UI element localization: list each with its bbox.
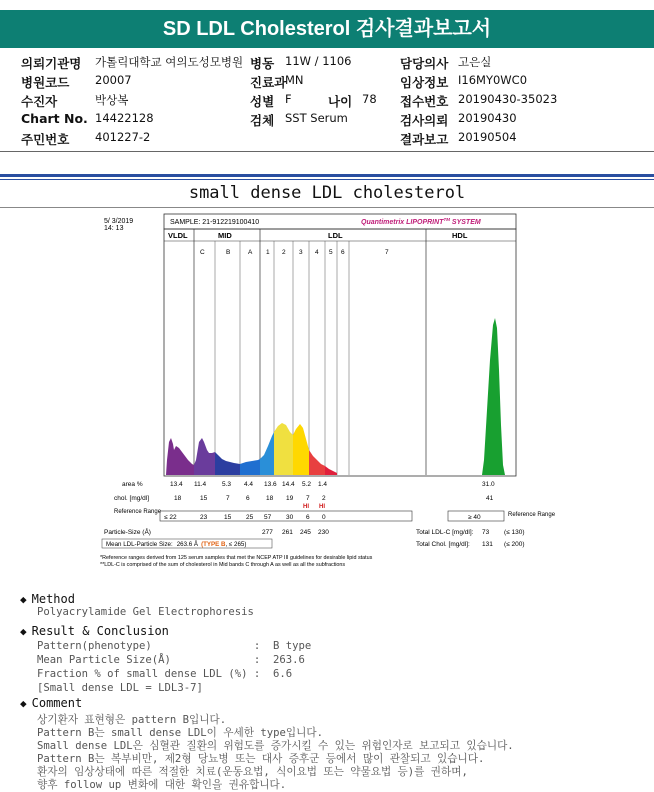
svg-text:7: 7 bbox=[385, 249, 389, 256]
print-date: 5/ 3/2019 bbox=[104, 218, 134, 225]
svg-text:6: 6 bbox=[246, 495, 250, 502]
report-date-label: 결과보고 bbox=[400, 132, 449, 147]
hospital-label: 의뢰기관명 bbox=[21, 56, 82, 71]
comment-line: Pattern B는 small dense LDL이 우세한 type입니다. bbox=[37, 727, 323, 739]
footnote-1: *Reference ranges derived from 125 serum samples that met the NCEP ATP III guidelines for desirable lipid status bbox=[100, 555, 373, 561]
svg-text:(≤ 130): (≤ 130) bbox=[504, 529, 525, 536]
footnote-2: **LDL-C is comprised of the sum of cholesterol in Mid bands C through A as well as all the subfractions bbox=[100, 562, 346, 568]
group-ldl: LDL bbox=[328, 231, 343, 240]
clinical-value: I16MY0WC0 bbox=[458, 73, 528, 87]
total-ldl bbox=[416, 529, 525, 536]
svg-text:Total Chol. [mg/dl]:: Total Chol. [mg/dl]: bbox=[416, 541, 470, 548]
svg-text:131: 131 bbox=[482, 541, 493, 548]
id-label: 주민번호 bbox=[21, 132, 70, 147]
specimen-label: 검체 bbox=[250, 113, 275, 128]
ref-range-label: Reference Range bbox=[114, 509, 162, 515]
peak-ldl-1 bbox=[274, 423, 293, 475]
svg-text:Total LDL-C [mg/dl]:: Total LDL-C [mg/dl]: bbox=[416, 529, 474, 536]
sample-id: SAMPLE: 21-912219100410 bbox=[170, 219, 260, 226]
svg-text:13.4: 13.4 bbox=[170, 481, 183, 488]
svg-text:11.4: 11.4 bbox=[194, 481, 207, 488]
clinical-label: 임상정보 bbox=[400, 75, 449, 90]
result-line: Fraction % of small dense LDL (%) : 6.6 bbox=[37, 668, 293, 680]
diamond-icon: ◆ bbox=[20, 593, 27, 606]
electropherogram bbox=[166, 318, 505, 475]
svg-text:5.2: 5.2 bbox=[302, 481, 312, 488]
age-value: 78 bbox=[362, 92, 377, 106]
peak-ldl-2 bbox=[293, 424, 309, 475]
group-vldl: VLDL bbox=[168, 231, 188, 240]
peak-ldl-4 bbox=[325, 466, 337, 475]
dept-label: 진료과 bbox=[250, 75, 287, 90]
svg-text:7: 7 bbox=[226, 495, 230, 502]
receipt-label: 접수번호 bbox=[400, 94, 449, 109]
svg-text:HI: HI bbox=[319, 504, 325, 510]
request-value: 20190430 bbox=[458, 111, 517, 125]
particle-row bbox=[104, 527, 329, 536]
chart-no-label: Chart No. bbox=[21, 111, 88, 126]
svg-text:57: 57 bbox=[264, 514, 272, 521]
svg-text:5.3: 5.3 bbox=[222, 481, 232, 488]
peak-mid-c bbox=[194, 438, 215, 475]
request-label: 검사의뢰 bbox=[400, 113, 449, 128]
peak-ldl-1-start bbox=[260, 432, 274, 475]
patient-value: 박상복 bbox=[95, 93, 129, 107]
method-text: Polyacrylamide Gel Electrophoresis bbox=[37, 606, 254, 618]
age-label: 나이 bbox=[328, 94, 353, 109]
svg-text:30: 30 bbox=[286, 514, 294, 521]
ref-range-row bbox=[164, 514, 326, 521]
sex-label: 성별 bbox=[250, 94, 275, 109]
receipt-value: 20190430-35023 bbox=[458, 92, 558, 106]
section-rule-thin bbox=[0, 179, 654, 180]
svg-text:23: 23 bbox=[200, 514, 208, 521]
brand-text: Quantimetrix LIPOPRINT™ SYSTEM bbox=[361, 217, 481, 226]
code-label: 병원코드 bbox=[21, 75, 70, 90]
comment-line: 상기환자 표현형은 pattern B입니다. bbox=[37, 714, 227, 726]
report-date-value: 20190504 bbox=[458, 130, 517, 144]
diamond-icon: ◆ bbox=[20, 697, 27, 710]
result-line: Mean Particle Size(Å) : 263.6 bbox=[37, 654, 305, 666]
chol-row bbox=[114, 495, 494, 502]
ward-label: 병동 bbox=[250, 56, 275, 71]
svg-text:A: A bbox=[248, 249, 253, 256]
sex-value: F bbox=[285, 92, 292, 106]
svg-text:13.6: 13.6 bbox=[264, 481, 277, 488]
svg-text:7: 7 bbox=[306, 495, 310, 502]
svg-text:0: 0 bbox=[322, 514, 326, 521]
patient-info bbox=[0, 54, 654, 149]
svg-text:19: 19 bbox=[286, 495, 294, 502]
comment-line: Small dense LDL은 심혈관 질환의 위험도를 증가시킬 수 있는 위험인자로 보고되고 있습니다. bbox=[37, 740, 514, 752]
peak-ldl-3 bbox=[309, 450, 325, 475]
area-row bbox=[122, 481, 495, 488]
ref-range-label-right: Reference Range bbox=[508, 512, 556, 518]
result-line: [Small dense LDL = LDL3-7] bbox=[37, 682, 203, 694]
peak-mid-a bbox=[240, 459, 260, 475]
svg-text:5: 5 bbox=[329, 249, 333, 256]
hi-flags bbox=[303, 504, 325, 510]
svg-text:15: 15 bbox=[200, 495, 208, 502]
comment-heading: ◆ Comment bbox=[20, 696, 83, 710]
group-hdl: HDL bbox=[452, 231, 468, 240]
svg-text:18: 18 bbox=[266, 495, 274, 502]
comment-line: 환자의 임상상태에 따른 적절한 치료(운동요법, 식이요법 또는 약물요법 등)를 권하며, bbox=[37, 766, 468, 778]
svg-text:73: 73 bbox=[482, 529, 490, 536]
svg-text:HI: HI bbox=[303, 504, 309, 510]
svg-text:2: 2 bbox=[322, 495, 326, 502]
plot-frame bbox=[164, 229, 516, 476]
peak-vldl bbox=[166, 438, 194, 475]
svg-text:277: 277 bbox=[262, 529, 273, 536]
svg-text:1: 1 bbox=[266, 249, 270, 256]
hdl-ref: ≥ 40 bbox=[468, 514, 481, 521]
svg-text:25: 25 bbox=[246, 514, 254, 521]
svg-text:C: C bbox=[200, 249, 205, 256]
doctor-value: 고은실 bbox=[458, 55, 492, 69]
result-line: Pattern(phenotype) : B type bbox=[37, 640, 312, 652]
sub-band-labels bbox=[200, 249, 389, 256]
svg-text:4.4: 4.4 bbox=[244, 481, 254, 488]
hospital-value: 가톨릭대학교 여의도성모병원 bbox=[95, 55, 244, 69]
chart-no-value: 14422128 bbox=[95, 111, 154, 125]
svg-text:1.4: 1.4 bbox=[318, 481, 328, 488]
svg-text:18: 18 bbox=[174, 495, 182, 502]
doctor-label: 담당의사 bbox=[400, 56, 449, 71]
method-heading: ◆ Method bbox=[20, 592, 75, 606]
specimen-value: SST Serum bbox=[285, 111, 348, 125]
svg-text:Particle-Size (Å): Particle-Size (Å) bbox=[104, 529, 151, 536]
svg-text:14.4: 14.4 bbox=[282, 481, 295, 488]
svg-text:area %: area % bbox=[122, 481, 143, 488]
svg-text:15: 15 bbox=[224, 514, 232, 521]
total-chol bbox=[416, 541, 525, 548]
svg-text:2: 2 bbox=[282, 249, 286, 256]
svg-text:3: 3 bbox=[299, 249, 303, 256]
svg-text:245: 245 bbox=[300, 529, 311, 536]
svg-text:B: B bbox=[226, 249, 231, 256]
svg-text:6: 6 bbox=[306, 514, 310, 521]
lipoprint-report bbox=[96, 210, 556, 572]
svg-text:230: 230 bbox=[318, 529, 329, 536]
peak-hdl bbox=[482, 318, 505, 475]
svg-text:41: 41 bbox=[486, 495, 494, 502]
ward-value: 11W / 1106 bbox=[285, 54, 352, 68]
mean-size: Mean LDL-Particle Size: 263.6 Å (TYPE B, ≤ 265) bbox=[106, 541, 247, 548]
info-divider bbox=[0, 151, 654, 152]
svg-text:(≤ 200): (≤ 200) bbox=[504, 541, 525, 548]
patient-label: 수진자 bbox=[21, 94, 58, 109]
print-time: 14: 13 bbox=[104, 225, 124, 232]
diamond-icon: ◆ bbox=[20, 625, 27, 638]
svg-text:≤ 22: ≤ 22 bbox=[164, 514, 177, 521]
code-value: 20007 bbox=[95, 73, 132, 87]
dept-value: MN bbox=[285, 73, 304, 87]
comment-line: 향후 follow up 변화에 대한 확인을 권유합니다. bbox=[37, 779, 287, 791]
svg-text:261: 261 bbox=[282, 529, 293, 536]
group-mid: MID bbox=[218, 231, 232, 240]
report-title: SD LDL Cholesterol 검사결과보고서 bbox=[0, 10, 654, 48]
peak-mid-b bbox=[215, 452, 240, 475]
id-value: 401227-2 bbox=[95, 130, 151, 144]
svg-text:4: 4 bbox=[315, 249, 319, 256]
svg-text:chol. [mg/dl]: chol. [mg/dl] bbox=[114, 495, 150, 502]
section-title-rule bbox=[0, 207, 654, 208]
result-heading: ◆ Result & Conclusion bbox=[20, 624, 169, 638]
svg-text:31.0: 31.0 bbox=[482, 481, 495, 488]
section-rule bbox=[0, 174, 654, 177]
svg-text:6: 6 bbox=[341, 249, 345, 256]
comment-line: Pattern B는 복부비만, 제2형 당뇨병 또는 대사 증후군 등에서 많이 관찰되고 있습니다. bbox=[37, 753, 485, 765]
section-title: small dense LDL cholesterol bbox=[188, 183, 466, 203]
